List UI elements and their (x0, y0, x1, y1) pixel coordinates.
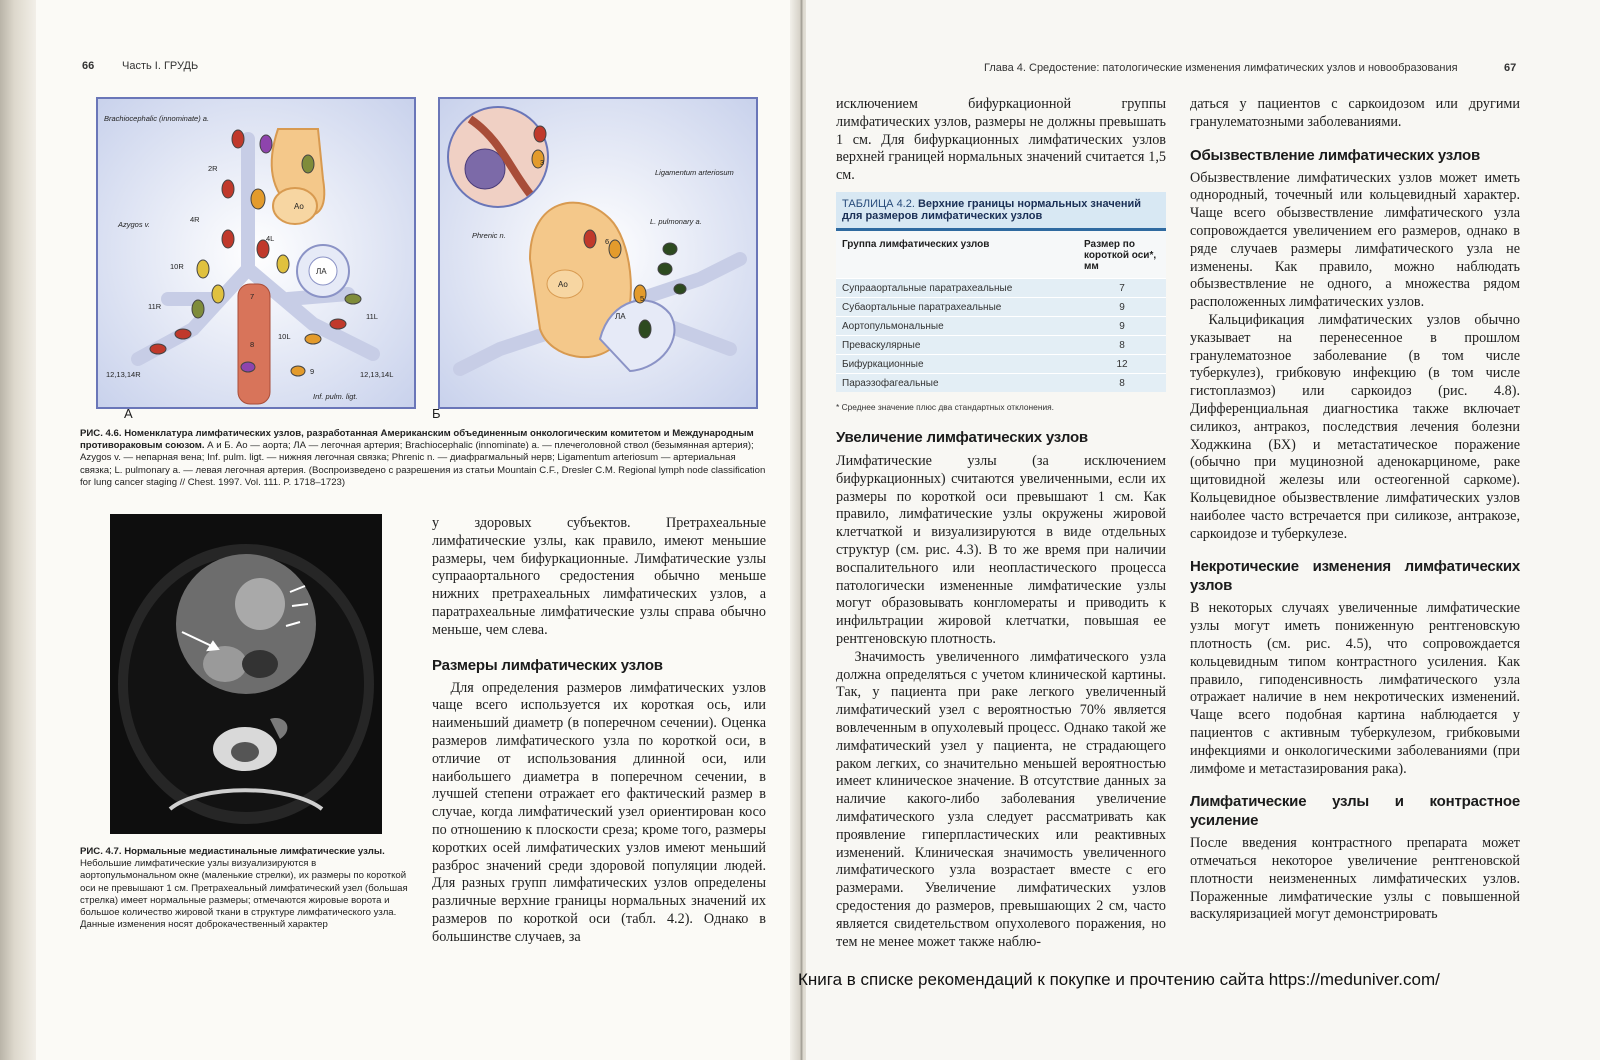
label-10l: 10L (278, 332, 291, 341)
heading-sizes: Размеры лимфатических узлов (432, 656, 663, 674)
paragraph: Значимость увеличенного лимфатического узла должна определяться с учетом клинической картины. Так, у пациента при раке легкого увеличенный лимфатический узел с вероятностью 70% является вовлеченным в опухолевый процесс. Однако такой же лимфатический узел у пациента, не страдающего раком легких, со значительно меньшей вероятностью имеет клиническое значение. В отсутствие данных за наличие какого-либо заболевания увеличение лимфатического узла следует рассматривать как проявление гиперпластических или реактивных изменений. Клиническая значимость увеличенного лимфатического узла возрастает вместе с его размерами. Увеличение лимфатических узлов средостения до размеров, превышающих 2 см, часто является свидетельством опухолевого поражения, но тем не менее может также наблю- (836, 648, 1166, 950)
watermark-text: Книга в списке рекомендаций к покупке и прочтению сайта https://meduniver.com/ (798, 970, 1440, 989)
heading-calcification: Обызвествление лимфатических узлов (1190, 146, 1480, 164)
table-cell: Преваскулярные (836, 336, 1078, 355)
label-brachiocephalic: Brachiocephalic (innominate) a. (104, 114, 210, 123)
lymph-node-diagram-b (440, 99, 756, 407)
table-cell: Параэзофагеальные (836, 374, 1078, 393)
paragraph: После введения контрастного препарата может отмечаться некоторое увеличение рентгеновской плотности неизмененных лимфатических узлов. Пораженные лимфатические узлы с повышенной васкуляризацией могут демонстрировать (1190, 835, 1520, 923)
left-page (36, 0, 800, 1060)
right-page (806, 0, 1600, 1060)
figure-4-6-a (96, 97, 416, 409)
label-12-14r: 12,13,14R (106, 370, 141, 379)
label-l-pulmonary: L. pulmonary a. (650, 217, 702, 226)
label-la: ЛА (316, 267, 327, 276)
label-b-la: ЛА (615, 312, 626, 321)
table-header-group: Группа лимфатических узлов (836, 231, 1078, 279)
label-inf-pulm: Inf. pulm. ligt. (313, 392, 358, 401)
paragraph: даться у пациентов с саркоидозом или другими гранулематозными заболеваниями. (1190, 96, 1520, 130)
heading-contrast: Лимфатические узлы и контрастное усиление (1190, 793, 1520, 830)
figure-4-7-caption-text: Небольшие лимфатические узлы визуализируются в аортопульмональном окне (маленькие стрелки), их размеры по короткой оси не превышают 1 см. Претрахеальный лимфатический узел (большая стрелка) имеет нормальные размеры; отмечаются жировые ворота и большое количество жировой ткани в структуре лимфатического узла. Данные изменения носят доброкачественный характер (80, 858, 408, 931)
label-8: 8 (250, 340, 255, 349)
label-ligamentum: Ligamentum arteriosum (655, 168, 734, 177)
lymph-node-diagram-a (98, 99, 414, 407)
figure-4-6-caption (80, 428, 770, 489)
paragraph: Для определения размеров лимфатических узлов чаще всего используется их короткая ось, или наименьший диаметр (в поперечном сечении). Оценка размеров лимфатического узла по короткой оси, в отличие от использования длинной оси, или наибольшего диаметра в поперечном сечении, в лучшей степени отражает его фактический размер в случае, когда лимфатический узел ориентирован косо по отношению к плоскости среза; кроме того, размеры коротких осей лимфатических узлов имеют меньший разброс значений среди здоровой популяции людей. Для разных групп лимфатических узлов определены различные верхние границы нормальных значений их размеров по короткой оси (табл. 4.2). Однако в большинстве случаев, за (432, 679, 766, 945)
right-column-1-top (836, 96, 1166, 185)
label-11r: 11R (148, 302, 162, 311)
table-header-size: Размер по короткой оси*, мм (1078, 231, 1166, 279)
label-9: 9 (310, 367, 315, 376)
table-cell: 12 (1078, 355, 1166, 374)
label-b-5: 5 (640, 294, 645, 303)
page-number-left: 66 (82, 60, 95, 72)
table-row (836, 317, 1166, 336)
label-b-3: 3 (540, 158, 545, 167)
table-cell: Бифуркационные (836, 355, 1078, 374)
table-row (836, 355, 1166, 374)
label-4l: 4L (266, 234, 275, 243)
label-12-14l: 12,13,14L (360, 370, 394, 379)
table-cell: Субаортальные паратрахеальные (836, 298, 1078, 317)
table-footnote: * Среднее значение плюс два стандартных отклонения. (836, 402, 1054, 412)
table-label: ТАБЛИЦА 4.2. (842, 198, 915, 210)
label-7: 7 (250, 292, 255, 301)
table-title (836, 192, 1166, 231)
table-row (836, 279, 1166, 298)
panel-a-label: А (124, 406, 133, 421)
panel-b-label: Б (432, 406, 441, 421)
figure-4-6-b (438, 97, 758, 409)
table-row (836, 374, 1166, 393)
table-cell: 9 (1078, 317, 1166, 336)
paragraph: Кальцификация лимфатических узлов обычно указывает на перенесенное в прошлом гранулематозное заболевание (в том числе туберкулез), грибковую инфекцию (в том числе гистоплазмоз) или саркоидоз (рис. 4.8). Дифференциальная диагностика также включает силикоз, антракоз, последствия лечения болезни Ходжкина (БХ) и метастатическое поражение (обычно при муцинозной аденокарциноме, раке щитовидной железы или остеогенной саркоме). Кольцевидное обызвествление лимфатических узлов наиболее часто встречается при силикозе, антракозе, саркоидозе и туберкулезе. (1190, 311, 1520, 542)
label-4r: 4R (190, 215, 200, 224)
label-ao: Ao (294, 202, 304, 211)
figure-4-6-caption-title: РИС. 4.6. Номенклатура лимфатических узлов, разработанная Американским объединенным онкологическим комитетом и Международным противораковым союзом. (80, 428, 754, 452)
table-cell: 8 (1078, 336, 1166, 355)
page-number-right: 67 (1504, 62, 1517, 74)
paragraph: В некоторых случаях увеличенные лимфатические узлы могут иметь пониженную рентгеновскую плотность (см. рис. 4.5), что сопровождается кольцевидным типом контрастного усиления. Как правило, гиподенсивность лимфатического узла отражает наличие в нем некротических изменений. Чаще всего подобная картина наблюдается у пациентов с активным туберкулезом, грибковыми инфекциями и онкологическими заболеваниями (при лимфоме и метастазирования рака). (1190, 600, 1520, 777)
table-title-text: Верхние границы нормальных значений для размеров лимфатических узлов (842, 198, 1141, 222)
paragraph: исключением бифуркационной группы лимфатических узлов, размеры не должны превышать 1 см. Для бифуркационных лимфатических узлов верхней границей нормальных значений считается 1,5 см. (836, 96, 1166, 184)
label-azygos: Azygos v. (118, 220, 150, 229)
table-cell: Супрааортальные паратрахеальные (836, 279, 1078, 298)
figure-4-6-caption-text: А и Б. Ао — аорта; ЛА — легочная артерия; Brachiocephalic (innominate) a. — плечеголовной ствол (безымянная артерия); Azygos v. — непарная вена; Inf. pulm. ligt. — нижняя легочная связка; Phrenic n. — диафрагмальный нерв; Ligamentum arteriosum — артериальная связка; L. pulmonary a. — левая легочная артерия. (Воспроизведено с разрешения из статьи Mountain C.F., Dresler C.M. Regional lymph node classification for lung cancer staging // Chest. 1997. Vol. 111. P. 1718–1723) (80, 440, 766, 488)
paragraph: Обызвествление лимфатических узлов может иметь однородный, точечный или кольцевидный характер. Чаще всего обызвествление лимфатического узла сопровождается увеличением его размеров, однако в ряде случаев размеры лимфатического узла не изменены. Как правило, можно наблюдать обызвествление не одного, а множества рядом расположенных лимфатических узлов. (1190, 169, 1520, 311)
heading-necrosis: Некротические изменения лимфатических узлов (1190, 558, 1520, 595)
label-2r: 2R (208, 164, 218, 173)
ct-scan-image (110, 514, 382, 834)
left-column-text (432, 515, 766, 947)
table-4-2 (836, 192, 1166, 392)
table-row (836, 298, 1166, 317)
right-column-2 (1190, 96, 1520, 924)
running-head-right: Глава 4. Средостение: патологические изменения лимфатических узлов и новообразования (984, 62, 1458, 74)
paragraph: Лимфатические узлы (за исключением бифуркационных) считаются увеличенными, если их размеры по короткой оси превышают 1 см. Как правило, лимфатические узлы окружены жировой клетчаткой и визуализируются в виде отдельных структур (см. рис. 4.3). В то же время при наличии воспалительного или неопластического процесса патологически измененные лимфатические узлы могут образовывать конгломераты и приводить к инфильтрации жировой клетчатки, повышая ее рентгеновскую плотность. (836, 453, 1166, 647)
label-b-6: 6 (605, 237, 610, 246)
heading-enlargement: Увеличение лимфатических узлов (836, 429, 1088, 446)
table-cell: 8 (1078, 374, 1166, 393)
paragraph: у здоровых субъектов. Претрахеальные лимфатические узлы, как правило, имеют меньшие размеры, чем бифуркационные. Лимфатические узлы супрааортального средостения обычно меньше нижних претрахеальных лимфатических узлов, а паратрахеальные лимфатические узлы справа обычно меньше, чем слева. (432, 515, 766, 638)
right-column-1-bottom (836, 428, 1166, 951)
figure-4-7-caption-title: РИС. 4.7. Нормальные медиастинальные лимфатические узлы. (80, 846, 385, 857)
table-cell: 9 (1078, 298, 1166, 317)
label-10r: 10R (170, 262, 184, 271)
table-row (836, 336, 1166, 355)
table-cell: 7 (1078, 279, 1166, 298)
table-grid (836, 231, 1166, 392)
table-cell: Аортопульмональные (836, 317, 1078, 336)
label-11l: 11L (366, 312, 378, 321)
label-phrenic: Phrenic n. (472, 231, 506, 240)
book-edge (0, 0, 36, 1060)
label-b-ao: Ao (558, 280, 568, 289)
figure-4-7-caption (80, 846, 410, 931)
running-head-left: Часть I. ГРУДЬ (122, 60, 199, 72)
